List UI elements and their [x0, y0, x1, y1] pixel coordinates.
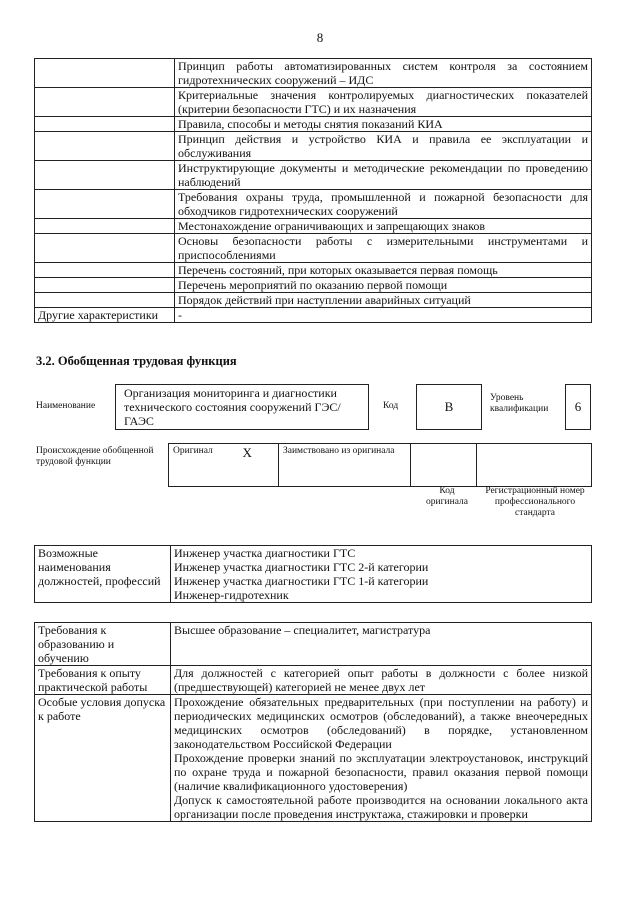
- job-titles-label: Возможные наименования должностей, профессий: [35, 546, 171, 603]
- name-label: Наименование: [36, 401, 96, 411]
- reg-number-cell: [477, 444, 592, 487]
- section-title: 3.2. Обобщенная трудовая функция: [36, 354, 237, 368]
- origin-label: Происхождение обобщенной трудовой функции: [36, 446, 154, 467]
- code-value: B: [416, 384, 482, 430]
- table-row: [35, 278, 592, 293]
- qualification-level-value: 6: [565, 384, 591, 430]
- special-condition: Прохождение проверки знаний по эксплуатации электроустановок, инструкций по охране труда и пожарной безопасности, правил оказания первой помощи (наличие квалификационного удостоверения): [174, 751, 588, 793]
- table-row: [35, 293, 592, 308]
- table-row: [35, 546, 592, 603]
- special-condition: Допуск к самостоятельной работе производится на основании локального акта организации после проведения инструктажа, стажировки и проверки: [174, 793, 588, 821]
- knowledge-item: Перечень мероприятий по оказанию первой помощи: [175, 278, 592, 293]
- knowledge-item: Основы безопасности работы с измерительными инструментами и приспособлениями: [175, 234, 592, 263]
- job-titles-table: [34, 545, 592, 603]
- special-conditions-label: Особые условия допуска к работе: [35, 695, 171, 822]
- knowledge-item: Принцип работы автоматизированных систем контроля за состоянием гидротехнических сооружений – ИДС: [175, 59, 592, 88]
- job-title: Инженер участка диагностики ГТС: [174, 546, 356, 560]
- table-row: [35, 308, 592, 323]
- knowledge-item: Принцип действия и устройство КИА и правила ее эксплуатации и обслуживания: [175, 132, 592, 161]
- code-original-caption: Код оригинала: [426, 486, 468, 507]
- code-label: Код: [383, 401, 399, 411]
- knowledge-table: [34, 58, 592, 323]
- table-row: [35, 695, 592, 822]
- experience-label: Требования к опыту практической работы: [35, 666, 171, 695]
- table-row: [35, 132, 592, 161]
- job-title: Инженер участка диагностики ГТС 2-й категории: [174, 560, 429, 574]
- other-characteristics-value: -: [175, 308, 592, 323]
- table-row: [35, 190, 592, 219]
- knowledge-item: Критериальные значения контролируемых диагностических показателей (критерии безопасности ГТС) и их назначения: [175, 88, 592, 117]
- code-original-cell: [411, 444, 477, 487]
- knowledge-item: Правила, способы и методы снятия показаний КИА: [175, 117, 592, 132]
- table-row: [35, 234, 592, 263]
- knowledge-item: Инструктирующие документы и методические рекомендации по проведению наблюдений: [175, 161, 592, 190]
- job-titles-list: [171, 546, 592, 603]
- table-row: [35, 263, 592, 278]
- job-title: Инженер-гидротехник: [174, 588, 289, 602]
- knowledge-item: Перечень состояний, при которых оказывается первая помощь: [175, 263, 592, 278]
- qualification-level-label: Уровень квалификации: [490, 393, 549, 414]
- experience-value: Для должностей с категорией опыт работы в должности с более низкой (предшествующей) категорией не менее двух лет: [171, 666, 592, 695]
- original-mark: X: [239, 444, 279, 487]
- special-conditions-list: [171, 695, 592, 822]
- table-row: [35, 623, 592, 666]
- function-name-value: Организация мониторинга и диагностики технического состояния сооружений ГЭС/ГАЭС: [115, 384, 369, 430]
- table-row: [35, 59, 592, 88]
- table-row: [35, 117, 592, 132]
- requirements-table: [34, 622, 592, 822]
- reg-number-caption: Регистрационный номер профессионального стандарта: [485, 486, 585, 518]
- table-row: [35, 666, 592, 695]
- table-row: [35, 88, 592, 117]
- other-characteristics-label: Другие характеристики: [35, 308, 175, 323]
- table-row: [35, 219, 592, 234]
- education-label: Требования к образованию и обучению: [35, 623, 171, 666]
- origin-table: [168, 443, 592, 487]
- knowledge-item: Порядок действий при наступлении аварийных ситуаций: [175, 293, 592, 308]
- education-value: Высшее образование – специалитет, магистратура: [171, 623, 592, 666]
- job-title: Инженер участка диагностики ГТС 1-й категории: [174, 574, 429, 588]
- knowledge-item: Требования охраны труда, промышленной и пожарной безопасности для обходчиков гидротехнических сооружений: [175, 190, 592, 219]
- knowledge-item: Местонахождение ограничивающих и запрещающих знаков: [175, 219, 592, 234]
- borrowed-label: Заимствовано из оригинала: [279, 444, 411, 487]
- special-condition: Прохождение обязательных предварительных (при поступлении на работу) и периодических медицинских осмотров (обследований), а также внеочередных медицинских осмотров (обследований) в порядке, установленном законодательством Российской Федерации: [174, 695, 588, 751]
- table-row: [35, 161, 592, 190]
- page-number: 8: [316, 30, 324, 45]
- original-label: Оригинал: [169, 444, 239, 487]
- table-row: [169, 444, 592, 487]
